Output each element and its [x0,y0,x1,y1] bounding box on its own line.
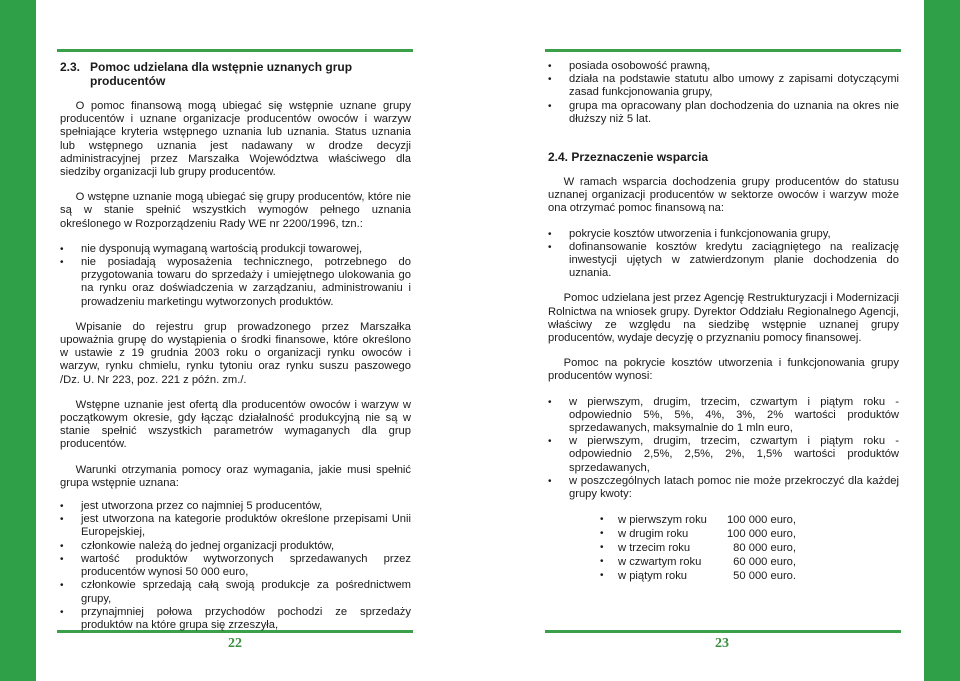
paragraph: Pomoc udzielana jest przez Agencję Restrukturyzacji i Modernizacji Rolnictwa na wniosek grupy. Dyrektor Oddziału Regionalnego Agencji, właściwy ze względu na siedzibę wstępnie uznanej grupy producentów, wydaje decyzję o przyznaniu pomocy finansowej. [548,292,899,345]
list-item: • w poszczególnych latach pomoc nie może przekroczyć dla każdej grupy kwoty: [548,475,899,501]
amount-value: 50 000 euro. [733,570,796,583]
paragraph: O pomoc finansową mogą ubiegać się wstępnie uznane grupy producentów i uznane organizacje producentów owoców i warzyw spełniające kryteria wstępnego uznania lub uznania. Status uznania lub wstępnego uznania jest nadawany w drodze decyzji administracyjnej przez Marszałka Województwa właściwego dla siedziby organizacji lub grupy producentów. [60,100,411,179]
bullet-list [60,500,411,632]
top-rule-left [57,49,413,52]
paragraph: Wstępne uznanie jest ofertą dla producentów owoców i warzyw w początkowym okresie, gdy łącząc działalność produkcyjną nie są w stanie spełnić wszystkich parametrów wymaganych dla grup producentów. [60,398,411,451]
left-green-edge [0,0,36,681]
amount-label: w czwartym roku [618,556,702,569]
paragraph: Warunki otrzymania pomocy oraz wymagania, jakie musi spełnić grupa wstępnie uznana: [60,463,411,489]
list-item: • nie dysponują wymaganą wartością produkcji towarowej, [60,243,411,256]
bottom-rule-right [545,630,901,633]
section-heading-2-4: 2.4. Przeznaczenie wsparcia [548,150,709,165]
list-item: • pokrycie kosztów utworzenia i funkcjonowania grupy, [548,228,899,241]
amount-label: w trzecim roku [618,542,691,555]
left-page [60,60,411,644]
list-item: • nie posiadają wyposażenia technicznego, potrzebnego do przygotowania towaru do sprzedaży i umiejętnego ulokowania go na rynku oraz doświadczenia w zarządzaniu, administrowaniu i prowadzeniu marketingu wytworzonych produktów. [60,256,411,309]
heading-line1: Pomoc udzielana dla wstępnie uznanych grup [90,60,353,74]
amount-label: w pierwszym roku [618,514,707,527]
table-row: • w czwartym roku 60 000 euro, [600,556,796,569]
heading-line2: producentów [90,74,166,88]
table-row: • w pierwszym roku 100 000 euro, [600,514,796,527]
amount-value: 100 000 euro, [726,528,796,541]
list-item: • grupa ma opracowany plan dochodzenia do uznania na okres nie dłuższy niż 5 lat. [548,100,899,126]
list-item: • członkowie sprzedają całą swoją produkcje za pośrednictwem grupy, [60,579,411,605]
page-number-right: 23 [715,636,729,651]
amount-label: w drugim roku [618,528,689,541]
list-item: • posiada osobowość prawną, [548,60,899,73]
top-rule-right [545,49,901,52]
right-green-edge [924,0,960,681]
list-item: • jest utworzona przez co najmniej 5 producentów, [60,500,411,513]
amount-value: 80 000 euro, [733,542,796,555]
bullet-list [548,396,899,502]
bullet-list [548,228,899,281]
list-item: • dofinansowanie kosztów kredytu zaciągniętego na realizację inwestycji ujętych w zatwierdzonym planie dochodzenia do uznania. [548,241,899,281]
table-row: • w drugim roku 100 000 euro, [600,528,796,541]
paragraph: W ramach wsparcia dochodzenia grupy producentów do statusu uznanej organizacji producentów w sektorze owoców i warzyw może ona otrzymać pomoc finansową na: [548,176,899,215]
table-row: • w trzecim roku 80 000 euro, [600,542,796,555]
bullet-list [548,60,899,126]
amount-label: w piątym roku [618,570,688,583]
heading-number: 2.3. [60,60,81,74]
table-row: • w piątym roku 50 000 euro. [600,570,796,583]
list-item: • w pierwszym, drugim, trzecim, czwartym i piątym roku - odpowiednio 2,5%, 2,5%, 2%, 1,5% wartości produktów sprzedawanych, [548,435,899,475]
bullet-list [60,243,411,309]
paragraph: Pomoc na pokrycie kosztów utworzenia i funkcjonowania grupy producentów wynosi: [548,357,899,383]
paragraph: O wstępne uznanie mogą ubiegać się grupy producentów, które nie są w stanie spełnić wszystkich wymogów pełnego uznania określonego w Rozporządzeniu Rady WE nr 2200/1996, tzn.: [60,191,411,230]
list-item: • w pierwszym, drugim, trzecim, czwartym i piątym roku - odpowiednio 5%, 5%, 4%, 3%, 2% wartości produktów sprzedawanych, maksymalnie do 1 mln euro, [548,396,899,436]
page-number-left: 22 [228,636,242,651]
amount-value: 60 000 euro, [733,556,796,569]
paragraph: Wpisanie do rejestru grup prowadzonego przez Marszałka upoważnia grupę do wystąpienia o środki finansowe, które określono w ustawie z 19 grudnia 2003 roku o organizacji rynku owoców i warzyw, rynku chmielu, rynku tytoniu oraz rynku suszu paszowego /Dz. U. Nr 223, poz. 221 z późn. zm./. [60,320,411,386]
list-item: • przynajmniej połowa przychodów pochodzi ze sprzedaży produktów na które grupa się zrzeszyła, [60,606,411,632]
list-item: • wartość produktów wytworzonych sprzedawanych przez producentów wynosi 50 000 euro, [60,553,411,579]
section-heading-2-3 [60,60,411,88]
amount-value: 100 000 euro, [726,514,796,527]
right-page [548,60,899,583]
amounts-table [600,513,796,583]
list-item: • członkowie należą do jednej organizacji produktów, [60,540,411,553]
list-item: • jest utworzona na kategorie produktów określone przepisami Unii Europejskiej, [60,513,411,539]
list-item: • działa na podstawie statutu albo umowy z zapisami dotyczącymi zasad funkcjonowania grupy, [548,73,899,99]
